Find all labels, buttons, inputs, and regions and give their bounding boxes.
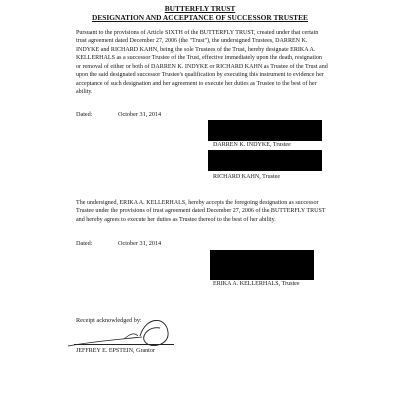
dated-label-1: Dated:	[76, 111, 93, 118]
document-title: BUTTERFLY TRUST	[164, 4, 236, 13]
designation-paragraph: Pursuant to the provisions of Article SIXTH of the BUTTERFLY TRUST, created under that certain trust agreement dated December 27, 2006 (the "Trust"), the undersigned Trustees, DARREN K. INDYKE and RICHARD KAHN, being the sole Trustees of the Trust, hereby designate ERIKA A. KELLERHALS as a successor Trustee of the Trust, effective immediately upon the death, resignation or removal of either or both of DARREN K. INDYKE or RICHARD KAHN as Trustee of the Trust and upon the said designated successor Trustee's qualification by executing this instrument to evidence her acceptance of such designation and her agreement to execute her duties as Trustee to the best of her ability.	[76, 30, 328, 96]
document-subtitle: DESIGNATION AND ACCEPTANCE OF SUCCESSOR TRUSTEE	[92, 13, 308, 22]
grantor-signature-line	[74, 344, 174, 345]
redacted-signature-1	[208, 120, 322, 141]
dated-value-1: October 31, 2014	[118, 111, 162, 118]
receipt-acknowledged-label: Receipt acknowledged by:	[76, 317, 142, 324]
signer-name-epstein: JEFFREY E. EPSTEIN, Grantor	[76, 348, 155, 354]
redacted-signature-2	[208, 150, 322, 171]
signer-name-kahn: RICHARD KAHN, Trustee	[213, 174, 281, 180]
signer-name-kellerhals: ERIKA A. KELLERHALS, Trustee	[213, 281, 300, 287]
signer-name-indyke: DARREN K. INDYKE, Trustee	[213, 142, 291, 148]
dated-value-2: October 31, 2014	[118, 240, 162, 247]
acceptance-paragraph: The undersigned, ERIKA A. KELLERHALS, hereby accepts the foregoing designation as successor Trustee under the provisions of trust agreement dated December 27, 2006 of the BUTTERFLY TRUST and hereby agrees to execute her duties as Trustee thereof to the best of her ability.	[76, 200, 326, 223]
redacted-signature-3	[210, 250, 314, 280]
dated-label-2: Dated:	[76, 240, 93, 247]
